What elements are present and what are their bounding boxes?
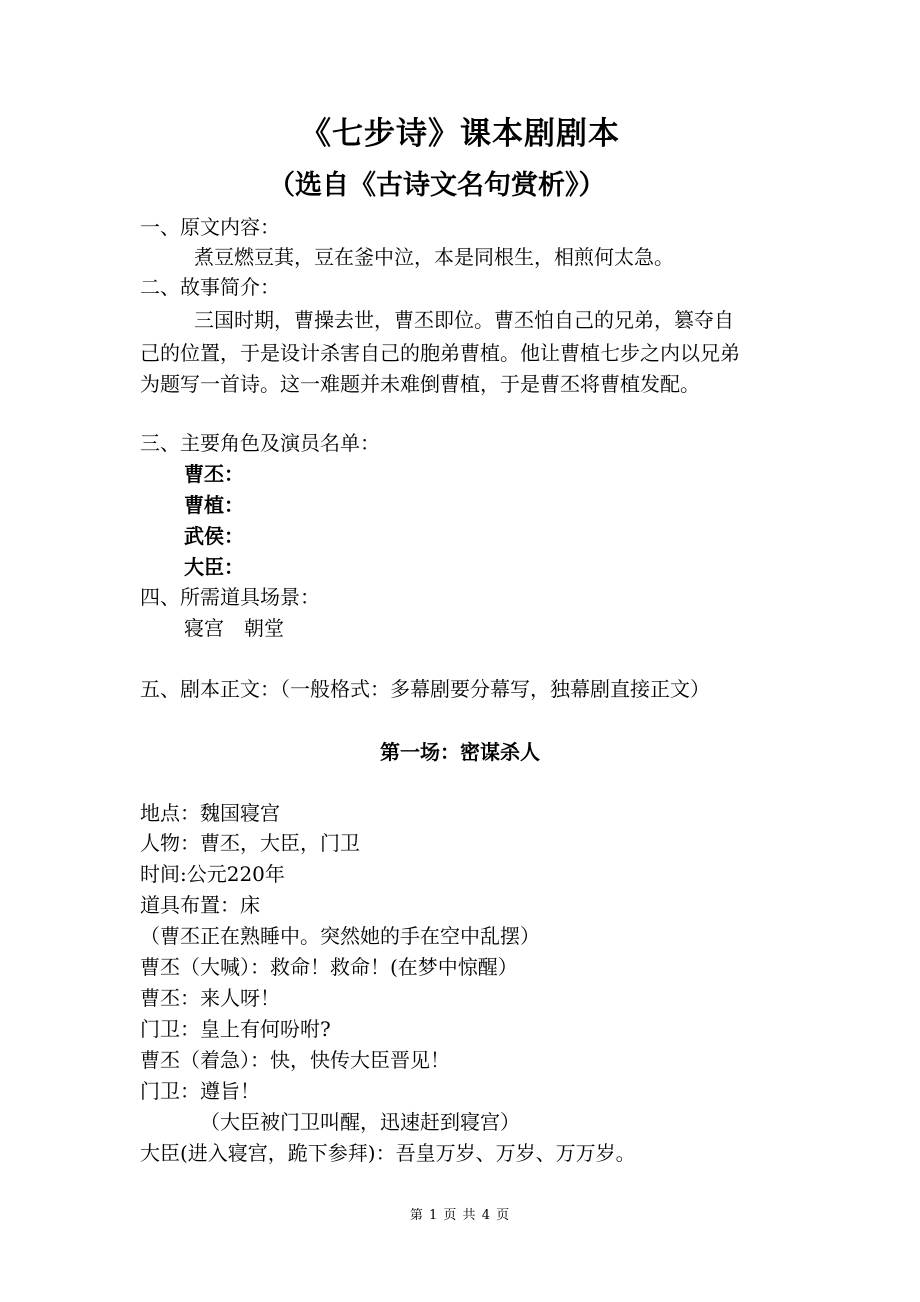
document-title: 《七步诗》课本剧剧本	[300, 116, 620, 152]
role-dachen: 大臣：	[184, 555, 244, 579]
section-heading-props: 四、所需道具场景：	[140, 585, 320, 609]
document-subtitle: （选自《古诗文名句赏析》）	[268, 170, 606, 201]
page-footer: 第 1 页 共 4 页	[409, 1208, 511, 1223]
role-wuhou: 武侯：	[184, 524, 244, 548]
scene-line-dialogue-4: 曹丕（着急）：快，快传大臣晋见！	[140, 1048, 450, 1072]
story-paragraph-line-1: 三国时期，曹操去世，曹丕即位。曹丕怕自己的兄弟，篡夺自	[194, 308, 734, 332]
scene-line-dialogue-2: 曹丕：来人呀！	[140, 986, 280, 1010]
props-text: 寝宫 朝堂	[184, 616, 284, 640]
scene-line-dialogue-5: 门卫：遵旨！	[140, 1079, 260, 1103]
original-poem-text: 煮豆燃豆萁，豆在釜中泣，本是同根生，相煎何太急。	[194, 245, 674, 269]
section-heading-original: 一、原文内容：	[140, 215, 280, 239]
role-caozhi: 曹植：	[184, 493, 244, 517]
story-paragraph-line-3: 为题写一首诗。这一难题并未难倒曹植，于是曹丕将曹植发配。	[140, 372, 700, 396]
scene-line-stage-direction-1: （曹丕正在熟睡中。突然她的手在空中乱摆）	[140, 924, 540, 948]
scene-line-stage-direction-2: （大臣被门卫叫醒，迅速赶到寝宫）	[200, 1110, 520, 1134]
scene-line-props: 道具布置：床	[140, 893, 260, 917]
story-paragraph-line-2: 己的位置，于是设计杀害自己的胞弟曹植。他让曹植七步之内以兄弟	[140, 341, 740, 365]
scene-line-dialogue-1: 曹丕（大喊）：救命！救命！(在梦中惊醒）	[140, 955, 518, 979]
scene-line-dialogue-3: 门卫：皇上有何吩咐?	[140, 1017, 331, 1041]
scene-line-characters: 人物：曹丕，大臣，门卫	[140, 831, 360, 855]
section-heading-story: 二、故事简介：	[140, 275, 280, 299]
section-heading-script: 五、剧本正文：（一般格式：多幕剧要分幕写，独幕剧直接正文）	[140, 677, 710, 701]
section-heading-roles: 三、主要角色及演员名单：	[140, 431, 380, 455]
scene-line-time: 时间:公元220年	[140, 862, 285, 886]
role-caopi: 曹丕：	[184, 462, 244, 486]
scene-title: 第一场：密谋杀人	[380, 740, 540, 764]
scene-line-location: 地点：魏国寝宫	[140, 801, 280, 825]
scene-line-dialogue-6: 大臣(进入寝宫，跪下参拜)：吾皇万岁、万岁、万万岁。	[140, 1141, 636, 1165]
